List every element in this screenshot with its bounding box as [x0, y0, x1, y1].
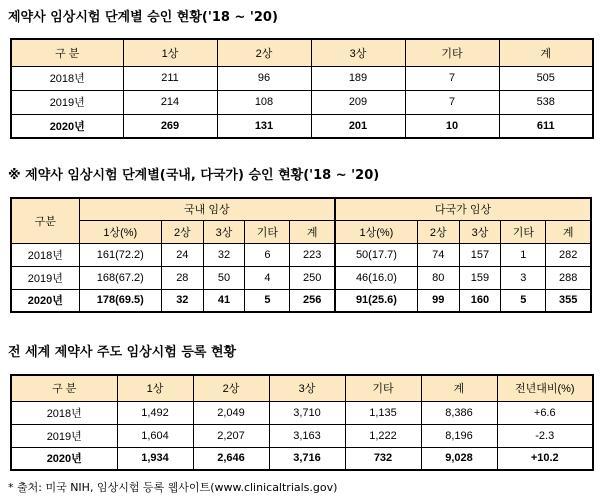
cell: 5 [245, 289, 290, 312]
cell: 209 [311, 90, 405, 114]
cell: 1 [501, 243, 546, 266]
cell: 96 [217, 66, 311, 90]
cell: 223 [290, 243, 335, 266]
cell: 168(67.2) [79, 266, 161, 289]
table-header-row [11, 220, 591, 243]
header-category: 구 분 [11, 39, 123, 66]
table-row [11, 243, 591, 266]
cell: 2,207 [193, 424, 269, 447]
header-category: 구 분 [11, 375, 117, 401]
table-row [11, 114, 593, 138]
cell: 6 [245, 243, 290, 266]
header-phase1: 1상 [117, 375, 193, 401]
cell: 732 [345, 447, 421, 470]
cell: 159 [459, 266, 501, 289]
cell: 5 [501, 289, 546, 312]
header-phase1-pct: 1상(%) [335, 220, 417, 243]
table-global-registrations [10, 374, 594, 471]
cell: 2019년 [11, 266, 79, 289]
cell: 214 [123, 90, 217, 114]
cell: 2019년 [11, 90, 123, 114]
cell: 2018년 [11, 401, 117, 424]
header-yoy: 전년대비(%) [497, 375, 593, 401]
cell: 2018년 [11, 66, 123, 90]
cell: 1,135 [345, 401, 421, 424]
cell: 288 [546, 266, 591, 289]
header-total: 계 [499, 39, 593, 66]
cell: +10.2 [497, 447, 593, 470]
cell: 7 [405, 90, 499, 114]
cell: 99 [417, 289, 459, 312]
cell: 131 [217, 114, 311, 138]
header-category: 구분 [11, 198, 79, 243]
cell: 211 [123, 66, 217, 90]
header-phase2: 2상 [217, 39, 311, 66]
cell: 201 [311, 114, 405, 138]
header-phase1-pct: 1상(%) [79, 220, 161, 243]
cell: 611 [499, 114, 593, 138]
cell: -2.3 [497, 424, 593, 447]
cell: 10 [405, 114, 499, 138]
cell: 24 [161, 243, 203, 266]
table-row [11, 266, 591, 289]
cell: 2018년 [11, 243, 79, 266]
cell: 269 [123, 114, 217, 138]
cell: 178(69.5) [79, 289, 161, 312]
header-other: 기타 [245, 220, 290, 243]
cell: 1,934 [117, 447, 193, 470]
cell: 157 [459, 243, 501, 266]
cell: 2,049 [193, 401, 269, 424]
header-total: 계 [290, 220, 335, 243]
cell: 160 [459, 289, 501, 312]
cell: 3,710 [269, 401, 345, 424]
header-domestic-group: 국내 임상 [79, 198, 335, 220]
table-header-row [11, 39, 593, 66]
cell: 2020년 [11, 114, 123, 138]
header-other: 기타 [501, 220, 546, 243]
cell: 8,196 [421, 424, 497, 447]
cell: 3,163 [269, 424, 345, 447]
cell: 50(17.7) [335, 243, 417, 266]
header-phase2: 2상 [193, 375, 269, 401]
cell: 505 [499, 66, 593, 90]
header-phase2: 2상 [417, 220, 459, 243]
header-phase2: 2상 [161, 220, 203, 243]
cell: 50 [203, 266, 245, 289]
header-phase1: 1상 [123, 39, 217, 66]
header-multinational-group: 다국가 임상 [335, 198, 591, 220]
cell: 282 [546, 243, 591, 266]
cell: 161(72.2) [79, 243, 161, 266]
table-row [11, 447, 593, 470]
header-phase3: 3상 [459, 220, 501, 243]
header-total: 계 [421, 375, 497, 401]
cell: 9,028 [421, 447, 497, 470]
table-row [11, 424, 593, 447]
cell: 80 [417, 266, 459, 289]
cell: 108 [217, 90, 311, 114]
cell: 538 [499, 90, 593, 114]
cell: +6.6 [497, 401, 593, 424]
table-row [11, 289, 591, 312]
table-row [11, 90, 593, 114]
section2-title: ※ 제약사 임상시험 단계별(국내, 다국가) 승인 현황('18 ~ '20) [8, 168, 380, 183]
cell: 32 [161, 289, 203, 312]
section1-title: 제약사 임상시험 단계별 승인 현황('18 ~ '20) [8, 10, 278, 25]
section3-title: 전 세계 제약사 주도 임상시험 등록 현황 [8, 345, 237, 360]
cell: 2,646 [193, 447, 269, 470]
cell: 256 [290, 289, 335, 312]
source-note: * 출처: 미국 NIH, 임상시험 등록 웹사이트(www.clinicaltrials.gov) [8, 481, 338, 494]
header-phase3: 3상 [311, 39, 405, 66]
table-row [11, 401, 593, 424]
cell: 91(25.6) [335, 289, 417, 312]
cell: 46(16.0) [335, 266, 417, 289]
cell: 250 [290, 266, 335, 289]
table-row [11, 66, 593, 90]
header-total: 계 [546, 220, 591, 243]
cell: 3 [501, 266, 546, 289]
cell: 189 [311, 66, 405, 90]
cell: 1,222 [345, 424, 421, 447]
header-phase3: 3상 [203, 220, 245, 243]
cell: 2019년 [11, 424, 117, 447]
table-approval-domestic-multinational [10, 197, 592, 313]
header-other: 기타 [345, 375, 421, 401]
cell: 2020년 [11, 289, 79, 312]
cell: 1,492 [117, 401, 193, 424]
cell: 8,386 [421, 401, 497, 424]
table-approval-by-phase [10, 38, 594, 139]
cell: 41 [203, 289, 245, 312]
cell: 355 [546, 289, 591, 312]
cell: 74 [417, 243, 459, 266]
cell: 32 [203, 243, 245, 266]
table-header-row [11, 375, 593, 401]
cell: 28 [161, 266, 203, 289]
cell: 7 [405, 66, 499, 90]
table-group-header-row [11, 198, 591, 220]
cell: 4 [245, 266, 290, 289]
header-phase3: 3상 [269, 375, 345, 401]
cell: 1,604 [117, 424, 193, 447]
cell: 2020년 [11, 447, 117, 470]
cell: 3,716 [269, 447, 345, 470]
header-other: 기타 [405, 39, 499, 66]
